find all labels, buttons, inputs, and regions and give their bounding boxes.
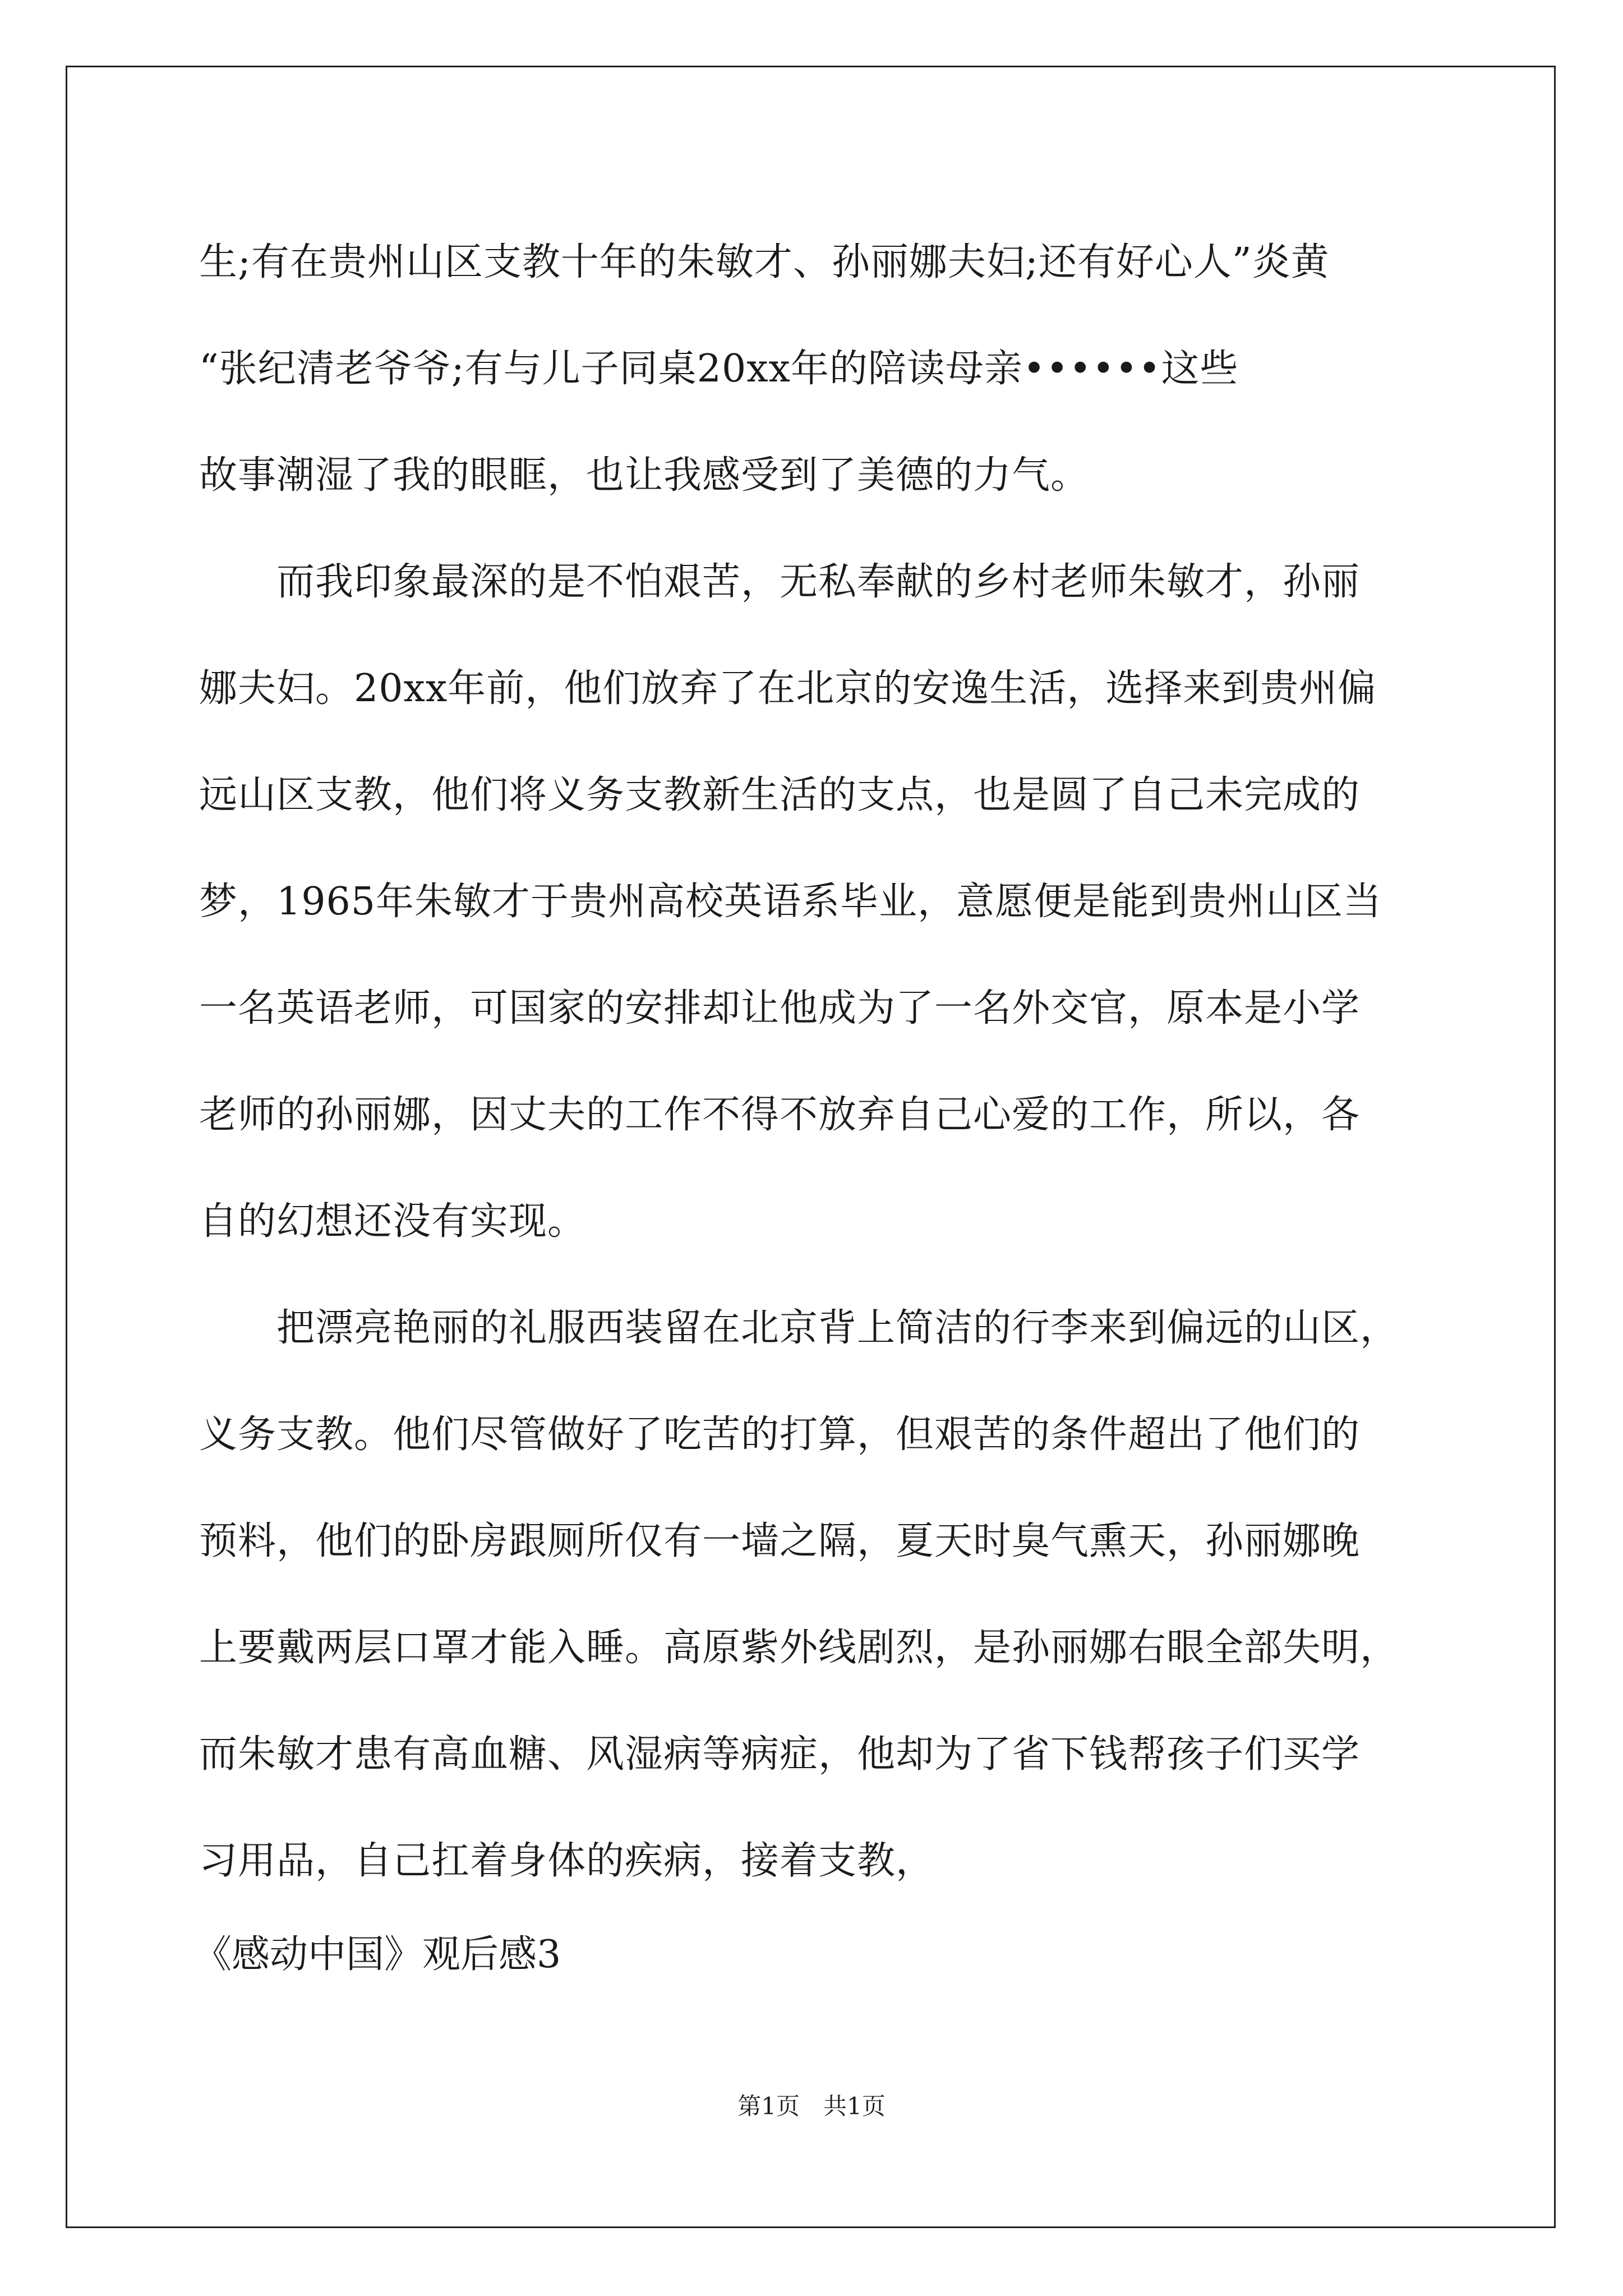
document-body: [199, 209, 1422, 1915]
text-line: 上要戴两层口罩才能入睡。高原紫外线剧烈，是孙丽娜右眼全部失明，: [199, 1626, 1399, 1670]
page-number-footer: 第1页 共1页: [737, 2092, 886, 2120]
text-line: 娜夫妇。20xx年前，他们放弃了在北京的安逸生活，选择来到贵州偏: [199, 666, 1377, 711]
text-line: 梦，1965年朱敏才于贵州高校英语系毕业，意愿便是能到贵州山区当: [199, 880, 1382, 924]
text-line: 老师的孙丽娜，因丈夫的工作不得不放弃自己心爱的工作，所以，各: [199, 1093, 1361, 1137]
text-line: 自的幻想还没有实现。: [199, 1199, 587, 1244]
paragraph-3: [199, 1275, 1422, 1915]
text-line: 而我印象最深的是不怕艰苦，无私奉献的乡村老师朱敏才，孙丽: [276, 560, 1361, 604]
text-line: 把漂亮艳丽的礼服西装留在北京背上简洁的行李来到偏远的山区，: [276, 1306, 1399, 1350]
text-line: 预料，他们的卧房跟厕所仅有一墙之隔，夏天时臭气熏天，孙丽娜晚: [199, 1519, 1361, 1563]
text-line: 远山区支教，他们将义务支教新生活的支点，也是圆了自己未完成的: [199, 773, 1361, 817]
text-line: 而朱敏才患有高血糖、风湿病等病症，他却为了省下钱帮孩子们买学: [199, 1732, 1361, 1777]
text-line: “张纪清老爷爷;有与儿子同桌20xx年的陪读母亲••••••这些: [199, 347, 1239, 391]
paragraph-2: [199, 529, 1422, 1275]
text-line: 生;有在贵州山区支教十年的朱敏才、孙丽娜夫妇;还有好心人”炎黄: [199, 240, 1330, 284]
text-line: 义务支教。他们尽管做好了吃苦的打算，但艰苦的条件超出了他们的: [199, 1412, 1361, 1457]
essay-title: 《感动中国》观后感3: [193, 1932, 561, 1977]
text-line: 习用品，自己扛着身体的疾病，接着支教，: [199, 1839, 935, 1883]
paragraph-1: [199, 209, 1422, 529]
text-line: 故事潮湿了我的眼眶，也让我感受到了美德的力气。: [199, 453, 1090, 498]
text-line: 一名英语老师，可国家的安排却让他成为了一名外交官，原本是小学: [199, 986, 1361, 1030]
